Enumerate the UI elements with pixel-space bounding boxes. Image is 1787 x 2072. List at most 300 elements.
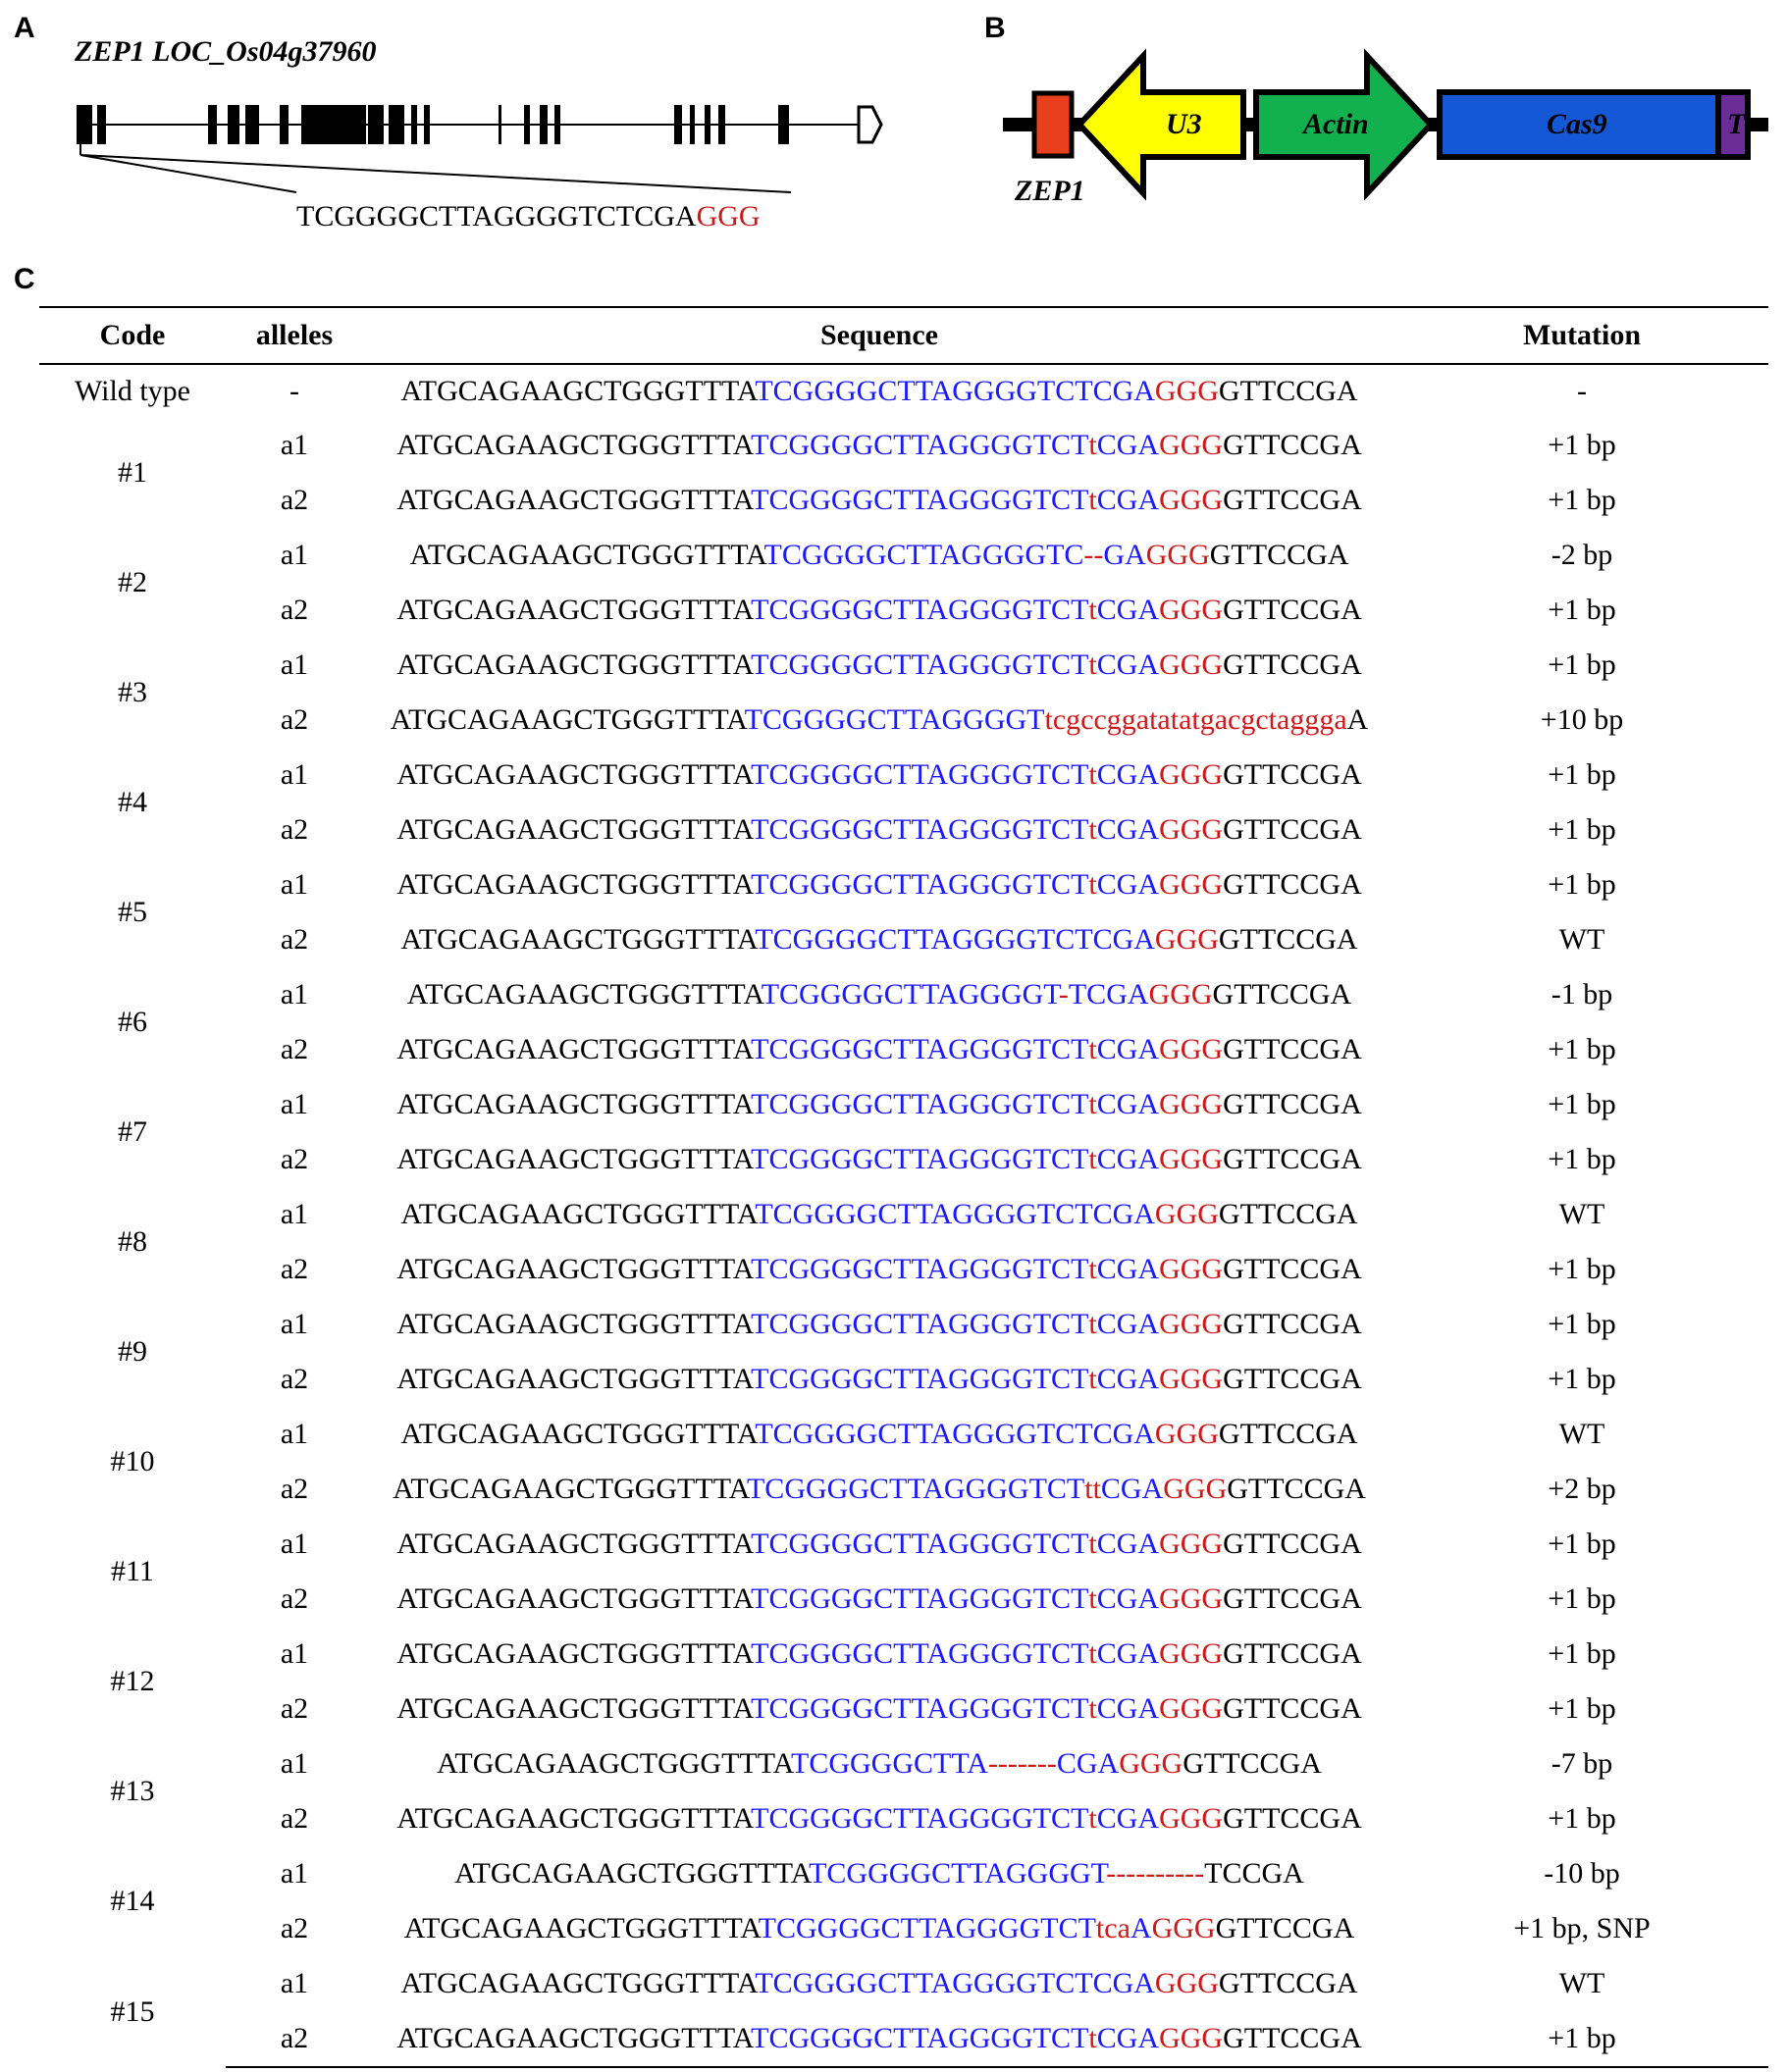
cell-code: #12 (110, 1665, 155, 1697)
sequence-segment: GTTCCGA (1223, 868, 1362, 901)
cell-sequence (363, 1736, 1395, 1791)
sequence-segment: GGG (1159, 758, 1224, 791)
table-row (39, 1297, 1768, 1352)
exon (245, 105, 259, 144)
cell-mutation: +1 bp (1548, 484, 1616, 516)
table-row (39, 1682, 1768, 1736)
sequence-segment: TCGGGGCTTAGGGGTCT (751, 1363, 1089, 1395)
sequence-segment: TCGGGGCTTAGGGGTCTCGA (755, 1967, 1155, 1999)
sequence-segment: TCGGGGCTTAGGGGTCT (751, 429, 1089, 461)
sequence-segment: GTTCCGA (1223, 1637, 1362, 1670)
sequence-segment: TCGGGGCTTAGGGGTCT (751, 1528, 1089, 1560)
cell-mutation: +1 bp (1548, 1033, 1616, 1065)
sequence-segment: GGG (1159, 2022, 1224, 2054)
cell-allele: a1 (280, 978, 309, 1010)
table-row (39, 1956, 1768, 2011)
cell-sequence (363, 1077, 1395, 1132)
sequence-segment: GGG (1159, 1253, 1224, 1285)
sequence-segment: ATGCAGAAGCTGGGTTTA (396, 429, 752, 461)
table-row (39, 967, 1768, 1022)
sequence-segment: ATGCAGAAGCTGGGTTTA (400, 923, 756, 956)
u3-arrow (1079, 56, 1243, 193)
sequence-segment: t (1088, 1528, 1097, 1560)
panel-label-a: A (14, 12, 35, 44)
sequence-segment: TCGGGGCTTAGGGGT (809, 1857, 1107, 1890)
sequence-segment: CGA (1096, 1528, 1160, 1560)
cell-code: #8 (118, 1225, 147, 1258)
cell-mutation: WT (1558, 923, 1605, 956)
sequence-segment: GTTCCGA (1223, 1582, 1362, 1615)
cell-sequence (363, 1132, 1395, 1187)
sequence-segment: t (1088, 868, 1097, 901)
sequence-segment: GGG (1159, 868, 1224, 901)
table-row (39, 912, 1768, 967)
cell-code: #2 (118, 566, 147, 598)
cell-allele: a1 (280, 868, 309, 901)
sequence-segment: TCGGGGCTTAGGGGTCT (751, 1033, 1089, 1065)
sequence-segment: GTTCCGA (1183, 1747, 1322, 1780)
sequence-segment: ATGCAGAAGCTGGGTTTA (454, 1857, 810, 1890)
sequence-segment: ATGCAGAAGCTGGGTTTA (437, 1747, 792, 1780)
sequence-segment: CGA (1096, 1637, 1160, 1670)
exon (368, 105, 384, 144)
sequence-segment: tca (1095, 1912, 1130, 1944)
cell-code: #1 (118, 456, 147, 489)
table-row (39, 1572, 1768, 1627)
sequence-segment: ATGCAGAAGCTGGGTTTA (396, 1308, 752, 1340)
exon (674, 105, 682, 144)
exon (97, 105, 106, 144)
sequence-segment: t (1088, 1692, 1097, 1725)
cell-allele: a1 (280, 1747, 309, 1780)
table-row (39, 857, 1768, 912)
cell-mutation: +1 bp, SNP (1513, 1912, 1651, 1944)
sequence-segment: TCGGGGCTTAGGGGTCTCGA (755, 375, 1155, 407)
sequence-segment: t (1088, 429, 1097, 461)
cell-mutation: +1 bp (1548, 1253, 1616, 1285)
sequence-segment: CGA (1096, 484, 1160, 516)
sequence-segment: GTTCCGA (1223, 1308, 1362, 1340)
table-row (39, 1077, 1768, 1132)
sequence-segment: t (1088, 648, 1097, 681)
sequence-segment: CGA (1100, 1473, 1164, 1505)
cell-code: #7 (118, 1115, 147, 1148)
cell-code: #14 (110, 1885, 155, 1917)
cell-allele: a2 (280, 1473, 309, 1505)
sequence-segment: ATGCAGAAGCTGGGTTTA (396, 1088, 752, 1120)
sequence-segment: CGA (1096, 429, 1160, 461)
table-row (39, 1022, 1768, 1077)
sequence-segment: t (1088, 1802, 1097, 1835)
table-row (39, 1187, 1768, 1242)
cell-allele: a1 (280, 648, 309, 681)
sequence-segment: ATGCAGAAGCTGGGTTTA (396, 2022, 752, 2054)
sequence-segment: GGG (1154, 1418, 1219, 1450)
sequence-segment: tt (1084, 1473, 1101, 1505)
sequence-segment: TCGGGGCTTAGGGGTC (763, 539, 1084, 571)
exon (540, 105, 548, 144)
sequence-segment: TCGGGGCTTAGGGGTCT (751, 1308, 1089, 1340)
terminator-label: T (1727, 108, 1746, 140)
sequence-segment: GTTCCGA (1223, 1088, 1362, 1120)
sequence-segment: TCGGGGCTTAGGGGTCT (751, 594, 1089, 626)
sequence-segment: GGG (1151, 1912, 1216, 1944)
cell-allele: a1 (280, 1308, 309, 1340)
sequence-segment: TCGGGGCTTAGGGGT (761, 978, 1059, 1010)
sequence-segment: t (1088, 1033, 1097, 1065)
sequence-segment: GGG (1154, 1198, 1219, 1230)
table-row (39, 528, 1768, 583)
cell-sequence (363, 693, 1395, 748)
sequence-segment: ATGCAGAAGCTGGGTTTA (396, 1582, 752, 1615)
cell-sequence (363, 1022, 1395, 1077)
sequence-segment: GTTCCGA (1223, 813, 1362, 846)
exon (280, 105, 289, 144)
cell-sequence (363, 528, 1395, 583)
exon (778, 105, 789, 144)
utr-arrow (859, 107, 881, 142)
cell-sequence (363, 2011, 1395, 2067)
sequence-segment: GTTCCGA (1223, 1802, 1362, 1835)
sequence-segment: GTTCCGA (1223, 594, 1362, 626)
sequence-segment: TCGGGGCTTAGGGGTCTCGA (755, 923, 1155, 956)
cell-allele: a2 (280, 1363, 309, 1395)
sequence-segment: t (1088, 2022, 1097, 2054)
table-row (39, 1517, 1768, 1572)
sequence-segment: TCGGGGCTTAGGGGTCT (751, 484, 1089, 516)
cell-sequence (363, 1627, 1395, 1682)
header-code: Code (39, 307, 226, 364)
sequence-segment: TCGGGGCTTAGGGGTCT (758, 1912, 1096, 1944)
sequence-segment: GTTCCGA (1223, 1528, 1362, 1560)
sequence-segment: CGA (1096, 758, 1160, 791)
sequence-segment: A (1130, 1912, 1152, 1944)
header-sequence: Sequence (363, 307, 1395, 364)
sequence-segment: GGG (1159, 484, 1224, 516)
sequence-segment: t (1088, 484, 1097, 516)
sequence-segment: ATGCAGAAGCTGGGTTTA (396, 1033, 752, 1065)
cell-mutation: -2 bp (1550, 539, 1613, 571)
header-mutation: Mutation (1395, 307, 1768, 364)
cell-mutation: - (1577, 375, 1587, 407)
cell-allele: a2 (280, 594, 309, 626)
table-row (39, 638, 1768, 693)
cell-mutation: -7 bp (1550, 1747, 1613, 1780)
gene-title: ZEP1 LOC_Os04g37960 (75, 35, 377, 68)
cell-code: #10 (110, 1445, 155, 1477)
exon (389, 105, 404, 144)
cell-mutation: -1 bp (1550, 978, 1613, 1010)
sequence-segment: - (1058, 978, 1069, 1010)
cell-sequence (363, 638, 1395, 693)
table-row (39, 803, 1768, 857)
sequence-segment: GGG (1159, 1143, 1224, 1175)
sequence-segment: GGG (1163, 1473, 1228, 1505)
target-protospacer: TCGGGGCTTAGGGGTCTCGA (296, 200, 697, 233)
panel-label-b: B (984, 12, 1006, 44)
cell-mutation: +1 bp (1548, 758, 1616, 791)
exon (228, 105, 239, 144)
table-row (39, 1736, 1768, 1791)
sequence-segment: GGG (1159, 1363, 1224, 1395)
cell-allele: a1 (280, 539, 309, 571)
table-row (39, 2011, 1768, 2067)
exon (690, 105, 695, 144)
cell-allele: a2 (280, 1033, 309, 1065)
mutation-table (39, 306, 1768, 2068)
sequence-segment: CGA (1056, 1747, 1120, 1780)
sequence-segment: TCCGA (1204, 1857, 1304, 1890)
cell-sequence (363, 857, 1395, 912)
sequence-segment: TCGGGGCTTAGGGGTCT (751, 868, 1089, 901)
cell-sequence (363, 364, 1395, 418)
sequence-segment: CGA (1096, 1143, 1160, 1175)
cell-sequence (363, 1407, 1395, 1462)
exon (554, 105, 560, 144)
sequence-segment: ATGCAGAAGCTGGGTTTA (400, 1418, 756, 1450)
sequence-segment: TCGGGGCTTAGGGGTCT (751, 648, 1089, 681)
cell-sequence (363, 1462, 1395, 1517)
sequence-segment: t (1088, 1308, 1097, 1340)
cell-mutation: +1 bp (1548, 1692, 1616, 1725)
sequence-segment: GGG (1159, 1692, 1224, 1725)
sequence-segment: ATGCAGAAGCTGGGTTTA (409, 539, 764, 571)
cas9-label: Cas9 (1547, 108, 1607, 140)
cell-mutation: +1 bp (1395, 2011, 1768, 2067)
cell-allele: a2 (280, 703, 309, 736)
cell-mutation: +1 bp (1548, 1363, 1616, 1395)
sequence-segment: ATGCAGAAGCTGGGTTTA (396, 1143, 752, 1175)
cell-sequence (363, 1517, 1395, 1572)
sequence-segment: ATGCAGAAGCTGGGTTTA (396, 1802, 752, 1835)
sequence-segment: TCGGGGCTTAGGGGTCT (751, 1692, 1089, 1725)
cell-mutation: +1 bp (1548, 1528, 1616, 1560)
cell-code: #11 (111, 1555, 154, 1587)
exon (208, 105, 217, 144)
table-row (39, 1901, 1768, 1956)
panel-label-c: C (14, 263, 35, 295)
sequence-segment: TCGA (1068, 978, 1149, 1010)
sequence-segment: ATGCAGAAGCTGGGTTTA (396, 1528, 752, 1560)
sequence-segment: CGA (1096, 1692, 1160, 1725)
table-row (39, 748, 1768, 803)
sequence-segment: GTTCCGA (1212, 978, 1352, 1010)
sequence-segment: CGA (1096, 1802, 1160, 1835)
sequence-segment: GGG (1159, 429, 1224, 461)
header-alleles: alleles (226, 307, 363, 364)
sequence-segment: TCGGGGCTTAGGGGTCT (751, 1088, 1089, 1120)
sequence-segment: GTTCCGA (1223, 758, 1362, 791)
sequence-segment: -- (1083, 539, 1104, 571)
sequence-segment: TCGGGGCTTAGGGGTCT (751, 1143, 1089, 1175)
target-sequence (296, 200, 761, 233)
sequence-segment: GTTCCGA (1223, 2022, 1362, 2054)
sequence-segment: GGG (1159, 1802, 1224, 1835)
sequence-segment: CGA (1096, 1033, 1160, 1065)
sequence-segment: ATGCAGAAGCTGGGTTTA (396, 1253, 752, 1285)
cell-sequence (363, 1956, 1395, 2011)
sequence-segment: ---------- (1106, 1857, 1205, 1890)
cell-sequence (363, 1352, 1395, 1407)
sequence-segment: TCGGGGCTTAGGGGTCT (751, 1253, 1089, 1285)
sequence-segment: ATGCAGAAGCTGGGTTTA (396, 813, 752, 846)
sequence-segment: A (1346, 703, 1369, 736)
sequence-segment: GTTCCGA (1218, 375, 1358, 407)
sequence-segment: TCGGGGCTTAGGGGTCT (751, 1582, 1089, 1615)
table-row (39, 1352, 1768, 1407)
sequence-segment: GTTCCGA (1218, 1967, 1358, 1999)
sequence-segment: t (1088, 1582, 1097, 1615)
sequence-segment: TCGGGGCTTA (791, 1747, 988, 1780)
sequence-segment: TCGGGGCTTAGGGGTCT (751, 2022, 1089, 2054)
cell-allele: a1 (280, 1088, 309, 1120)
sequence-segment: TCGGGGCTTAGGGGTCTCGA (755, 1418, 1155, 1450)
cell-mutation: WT (1558, 1967, 1605, 1999)
exon (705, 105, 710, 144)
sequence-segment: TCGGGGCTTAGGGGT (744, 703, 1045, 736)
gene-structure-diagram (0, 0, 1787, 255)
cell-mutation: +2 bp (1548, 1473, 1616, 1505)
sequence-segment: CGA (1096, 868, 1160, 901)
table-header-row (39, 307, 1768, 364)
sequence-segment: ATGCAGAAGCTGGGTTTA (390, 703, 745, 736)
sequence-segment: GTTCCGA (1223, 1692, 1362, 1725)
zep1-block (1034, 93, 1072, 156)
sequence-segment: GGG (1154, 1967, 1219, 1999)
sequence-segment: GGG (1159, 648, 1224, 681)
cell-mutation: +1 bp (1548, 1802, 1616, 1835)
cell-mutation: +10 bp (1540, 703, 1624, 736)
table-row (39, 1846, 1768, 1901)
zep1-label: ZEP1 (1015, 175, 1085, 207)
sequence-segment: GA (1103, 539, 1146, 571)
sequence-segment: GGG (1148, 978, 1213, 1010)
table-row (39, 693, 1768, 748)
sequence-segment: ATGCAGAAGCTGGGTTTA (400, 375, 756, 407)
table-row (39, 473, 1768, 528)
table-row (39, 1132, 1768, 1187)
sequence-segment: TCGGGGCTTAGGGGTCT (751, 1637, 1089, 1670)
sequence-segment: ATGCAGAAGCTGGGTTTA (396, 1692, 752, 1725)
table-row (39, 1407, 1768, 1462)
cell-sequence (363, 1297, 1395, 1352)
cell-mutation: +1 bp (1548, 594, 1616, 626)
sequence-segment: GTTCCGA (1209, 539, 1349, 571)
sequence-segment: GTTCCGA (1223, 1143, 1362, 1175)
sequence-segment: CGA (1096, 648, 1160, 681)
sequence-segment: CGA (1096, 1308, 1160, 1340)
sequence-segment: GTTCCGA (1218, 1418, 1358, 1450)
cell-sequence (363, 583, 1395, 638)
sequence-segment: GGG (1145, 539, 1210, 571)
cell-mutation: +1 bp (1548, 1143, 1616, 1175)
sequence-segment: TCGGGGCTTAGGGGTCT (751, 813, 1089, 846)
cell-code: #9 (118, 1335, 147, 1368)
cell-sequence (363, 1187, 1395, 1242)
sequence-segment: GTTCCGA (1223, 1033, 1362, 1065)
cell-allele: a1 (280, 429, 309, 461)
sequence-segment: TCGGGGCTTAGGGGTCT (751, 758, 1089, 791)
cell-mutation: +1 bp (1548, 1637, 1616, 1670)
sequence-segment: TCGGGGCTTAGGGGTCTCGA (755, 1198, 1155, 1230)
cell-allele: a1 (280, 1198, 309, 1230)
sequence-segment: CGA (1096, 594, 1160, 626)
cell-code: #13 (110, 1775, 155, 1807)
sequence-segment: TCGGGGCTTAGGGGTCT (746, 1473, 1085, 1505)
sequence-segment: GGG (1159, 1582, 1224, 1615)
construct-diagram (1003, 56, 1768, 193)
sequence-segment: t (1088, 1088, 1097, 1120)
cell-mutation: WT (1558, 1198, 1605, 1230)
cell-mutation: +1 bp (1548, 868, 1616, 901)
sequence-segment: GTTCCGA (1223, 1253, 1362, 1285)
cell-allele: a2 (280, 813, 309, 846)
sequence-segment: CGA (1096, 1253, 1160, 1285)
sequence-segment: GTTCCGA (1223, 1363, 1362, 1395)
table-body (39, 364, 1768, 2067)
sequence-segment: GGG (1159, 1637, 1224, 1670)
cell-allele: a1 (280, 758, 309, 791)
cell-allele: a1 (280, 1857, 309, 1890)
table-row (39, 1242, 1768, 1297)
sequence-segment: ATGCAGAAGCTGGGTTTA (396, 594, 752, 626)
cell-sequence (363, 1242, 1395, 1297)
exon (424, 105, 430, 144)
cell-code: #3 (118, 676, 147, 708)
table-row (39, 1627, 1768, 1682)
cell-sequence (363, 803, 1395, 857)
table-row (39, 1791, 1768, 1846)
sequence-segment: t (1088, 1637, 1097, 1670)
sequence-segment: GTTCCGA (1223, 484, 1362, 516)
cell-code: #15 (110, 1994, 155, 2028)
sequence-segment: ATGCAGAAGCTGGGTTTA (396, 868, 752, 901)
exon (411, 105, 417, 144)
sequence-segment: ATGCAGAAGCTGGGTTTA (403, 1912, 759, 1944)
sequence-segment: t (1088, 594, 1097, 626)
table-row (39, 364, 1768, 418)
cell-allele: - (289, 375, 299, 407)
cell-sequence (363, 748, 1395, 803)
sequence-segment: ATGCAGAAGCTGGGTTTA (396, 1637, 752, 1670)
cell-allele: a1 (280, 1418, 309, 1450)
sequence-segment: ATGCAGAAGCTGGGTTTA (406, 978, 762, 1010)
cell-sequence (363, 1846, 1395, 1901)
cell-sequence (363, 418, 1395, 473)
exon (718, 105, 725, 144)
cell-allele: a1 (280, 1637, 309, 1670)
cell-mutation: +1 bp (1548, 813, 1616, 846)
cell-allele: a2 (280, 1582, 309, 1615)
cell-allele: a2 (280, 484, 309, 516)
sequence-segment: TCGGGGCTTAGGGGTCT (751, 1802, 1089, 1835)
sequence-segment: ------- (987, 1747, 1057, 1780)
exon (499, 105, 501, 144)
sequence-segment: GTTCCGA (1227, 1473, 1366, 1505)
exon (524, 105, 530, 144)
cell-mutation: +1 bp (1548, 1308, 1616, 1340)
sequence-segment: ATGCAGAAGCTGGGTTTA (400, 1198, 756, 1230)
sequence-segment: t (1088, 1253, 1097, 1285)
sequence-segment: GTTCCGA (1218, 1198, 1358, 1230)
cell-allele: a2 (280, 1143, 309, 1175)
sequence-segment: GTTCCGA (1223, 429, 1362, 461)
cell-code: #4 (118, 786, 147, 818)
sequence-segment: CGA (1096, 1582, 1160, 1615)
sequence-segment: ATGCAGAAGCTGGGTTTA (396, 484, 752, 516)
sequence-segment: t (1088, 1363, 1097, 1395)
sequence-segment: GGG (1159, 1033, 1224, 1065)
